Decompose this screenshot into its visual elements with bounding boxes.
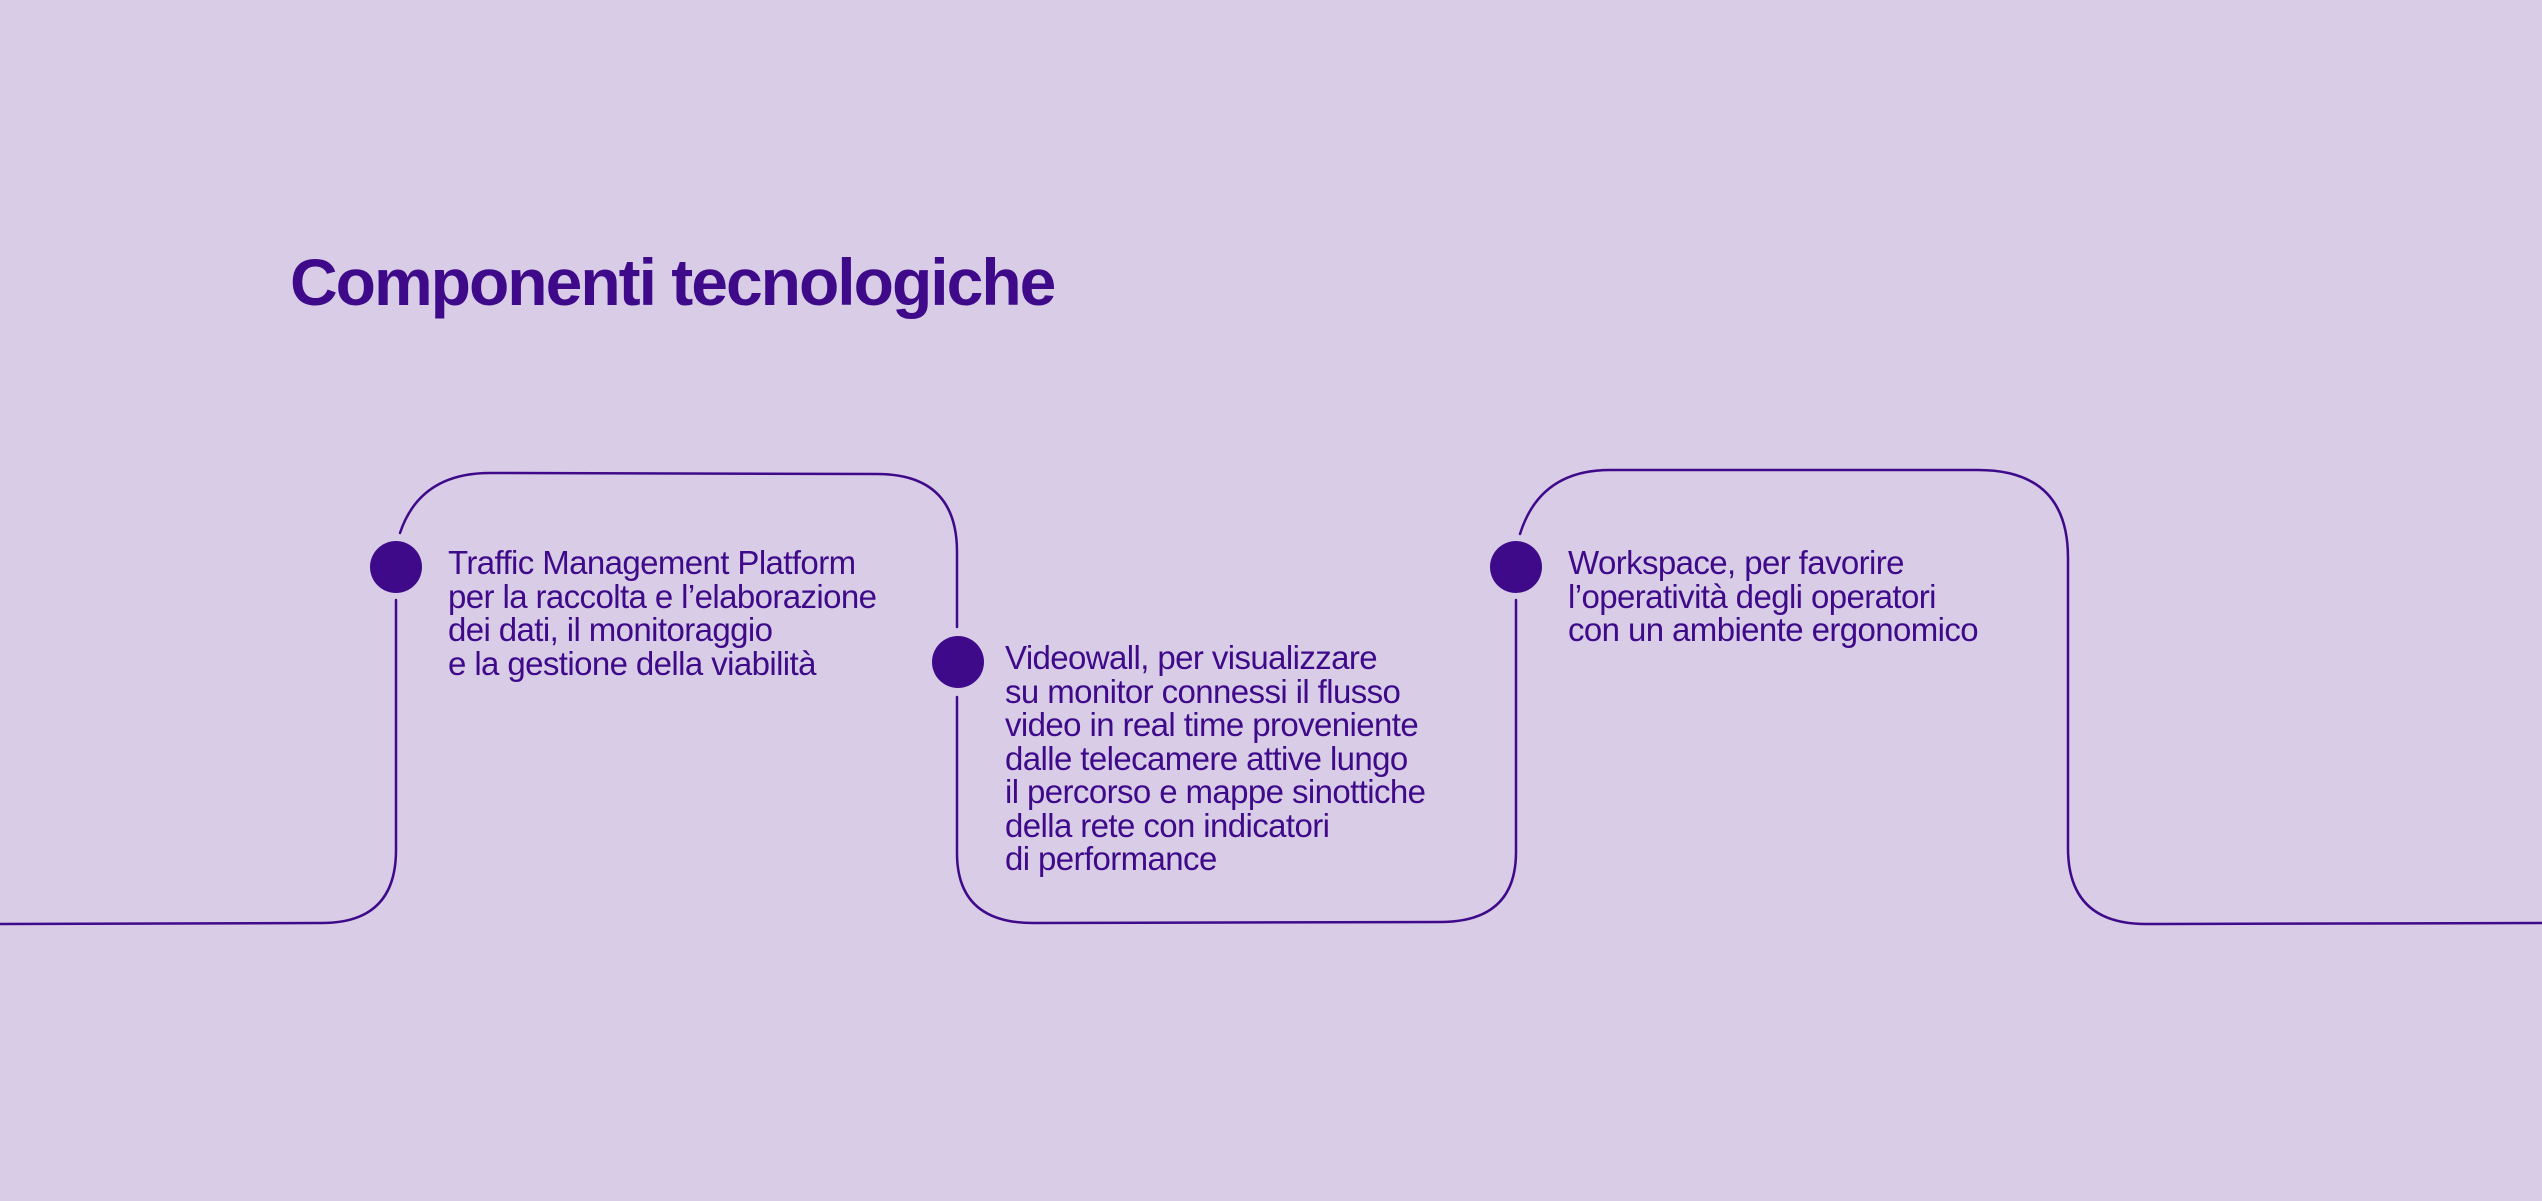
step-2-marker-dot bbox=[932, 636, 984, 688]
step-1-marker-dot bbox=[370, 541, 422, 593]
step-2-description: Videowall, per visualizzare su monitor connessi il flusso video in real time proveniente dalle telecamere attive lungo il percorso e mappe sinottiche della rete con indicatori di performance bbox=[1005, 639, 1426, 877]
step-3-marker-dot bbox=[1490, 541, 1542, 593]
step-1-description: Traffic Management Platform per la raccolta e l’elaborazione dei dati, il monitoraggio e la gestione della viabilità bbox=[448, 544, 877, 682]
step-3-description: Workspace, per favorire l’operatività degli operatori con un ambiente ergonomico bbox=[1568, 544, 1979, 648]
page-title: Componenti tecnologiche bbox=[290, 245, 1055, 319]
